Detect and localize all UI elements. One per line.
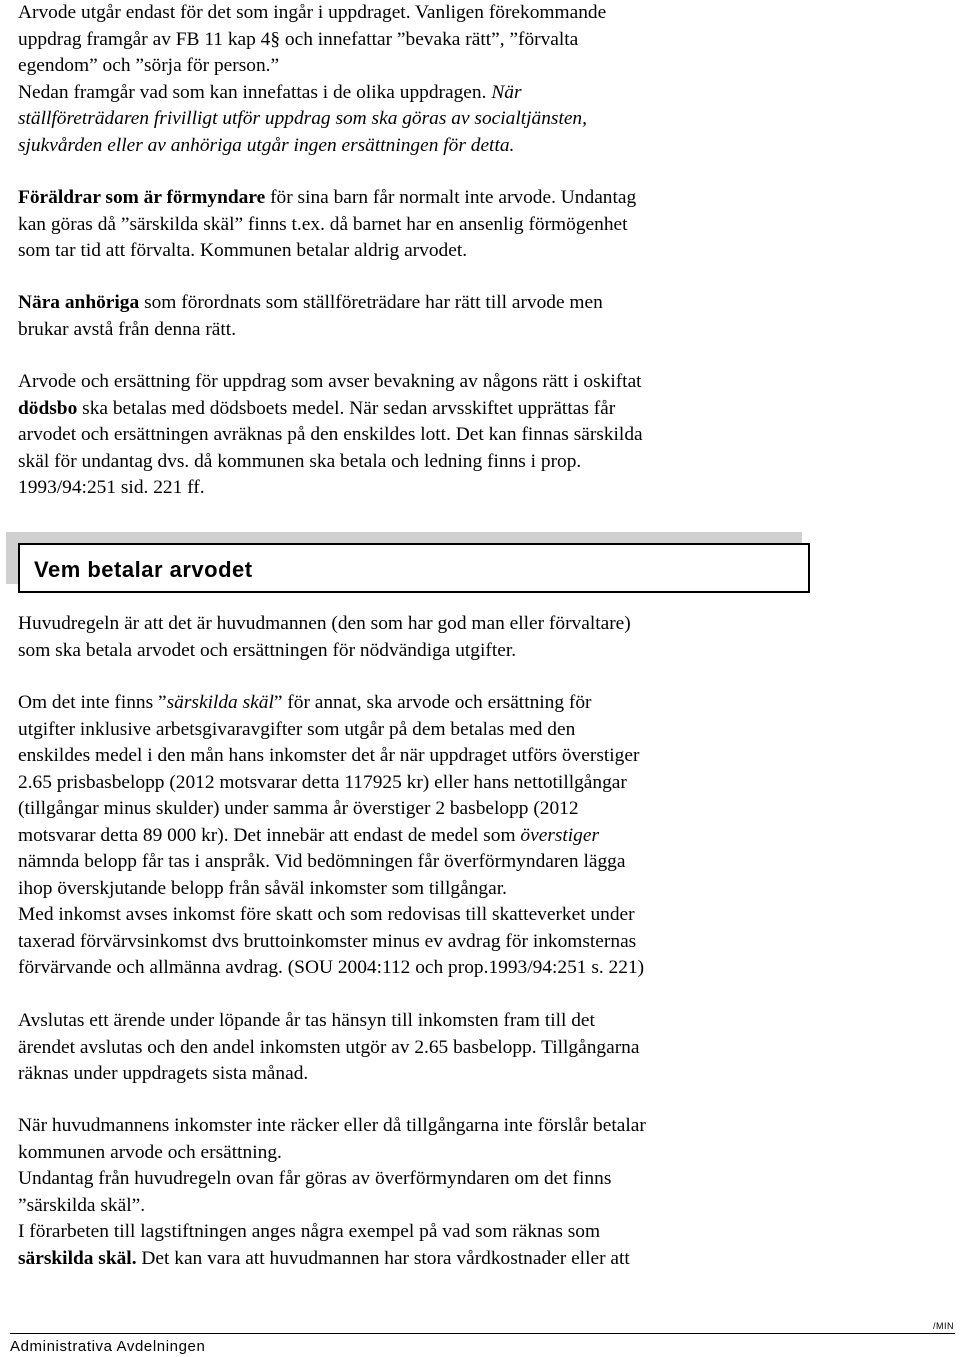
- paragraph-line: brukar avstå från denna rätt.: [18, 318, 237, 340]
- bold-term: särskilda skäl.: [18, 1247, 137, 1269]
- paragraph-line: Med inkomst avses inkomst före skatt och som redovisas till skatteverket under: [18, 904, 635, 925]
- paragraph-line: särskilda skäl. Det kan vara att huvudmannen har stora vårdkostnader eller att: [18, 1247, 630, 1269]
- paragraph-line: utgifter inklusive arbetsgivaravgifter som utgår på dem betalas med den: [18, 718, 576, 740]
- section-heading-box: [18, 543, 810, 593]
- paragraph-line: Arvode utgår endast för det som ingår i uppdraget. Vanligen förekommande: [18, 2, 607, 23]
- section-heading: Vem betalar arvodet: [34, 557, 253, 582]
- footer-department: Administrativa Avdelningen: [10, 1338, 206, 1355]
- paragraph-line: egendom” och ”sörja för person.”: [18, 55, 280, 76]
- paragraph-line-italic: ställföreträdaren frivilligt utför uppdrag som ska göras av socialtjänsten,: [18, 108, 587, 129]
- paragraph-line: ihop överskjutande belopp från såväl inkomster som tillgångar.: [18, 877, 507, 899]
- paragraph-line: kan göras då ”särskilda skäl” finns t.ex. då barnet har en ansenlig förmögenhet: [18, 213, 628, 235]
- paragraph-line: skäl för undantag dvs. då kommunen ska betala och ledning finns i prop.: [18, 450, 582, 472]
- paragraph-line: ärendet avslutas och den andel inkomsten utgör av 2.65 basbelopp. Tillgångarna: [18, 1036, 640, 1058]
- paragraph-line: nämnda belopp får tas i anspråk. Vid bedömningen får överförmyndaren lägga: [18, 851, 626, 872]
- paragraph-line: Om det inte finns ”särskilda skäl” för annat, ska arvode och ersättning för: [18, 692, 592, 713]
- paragraph-line: ”särskilda skäl”.: [18, 1194, 146, 1216]
- paragraph-line: förvärvande och allmänna avdrag. (SOU 2004:112 och prop.1993/94:251 s. 221): [18, 957, 645, 978]
- paragraph-line: 1993/94:251 sid. 221 ff.: [18, 477, 205, 498]
- bold-term: dödsbo: [18, 397, 78, 419]
- paragraph-line: Arvode och ersättning för uppdrag som avser bevakning av någons rätt i oskiftat: [18, 371, 642, 392]
- footer-initials: /MIN: [933, 1321, 954, 1331]
- paragraph-line: 2.65 prisbasbelopp (2012 motsvarar detta 117925 kr) eller hans nettotillgångar: [18, 771, 627, 793]
- paragraph-line: I förarbeten till lagstiftningen anges några exempel på vad som räknas som: [18, 1221, 601, 1242]
- bold-term: Nära anhöriga: [18, 292, 140, 313]
- paragraph-line: Nedan framgår vad som kan innefattas i de olika uppdragen. När: [18, 81, 522, 103]
- paragraph-line-italic: sjukvården eller av anhöriga utgår ingen ersättningen för detta.: [18, 134, 515, 156]
- paragraph-line: räknas under uppdragets sista månad.: [18, 1063, 309, 1084]
- paragraph-line: uppdrag framgår av FB 11 kap 4§ och innefattar ”bevaka rätt”, ”förvalta: [18, 28, 579, 50]
- paragraph-line: (tillgångar minus skulder) under samma år överstiger 2 basbelopp (2012: [18, 798, 579, 819]
- paragraph-line: När huvudmannens inkomster inte räcker eller då tillgångarna inte förslår betalar: [18, 1115, 646, 1136]
- paragraph-line: kommunen arvode och ersättning.: [18, 1141, 282, 1163]
- paragraph-line: Nära anhöriga som förordnats som ställföreträdare har rätt till arvode men: [18, 292, 603, 313]
- paragraph-line: som ska betala arvodet och ersättningen för nödvändiga utgifter.: [18, 639, 517, 661]
- paragraph-line: Avslutas ett ärende under löpande år tas hänsyn till inkomsten fram till det: [18, 1010, 595, 1031]
- paragraph-line: dödsbo ska betalas med dödsboets medel. När sedan arvsskiftet upprättas får: [18, 397, 616, 419]
- footer-divider: [10, 1333, 955, 1334]
- paragraph-line: arvodet och ersättningen avräknas på den enskildes lott. Det kan finnas särskilda: [18, 424, 643, 445]
- paragraph-line: som tar tid att förvalta. Kommunen betalar aldrig arvodet.: [18, 240, 468, 261]
- paragraph-line: Huvudregeln är att det är huvudmannen (den som har god man eller förvaltare): [18, 613, 631, 634]
- paragraph-line: Föräldrar som är förmyndare för sina barn får normalt inte arvode. Undantag: [18, 187, 637, 208]
- paragraph-line: Undantag från huvudregeln ovan får göras av överförmyndaren om det finns: [18, 1168, 612, 1189]
- paragraph-line: motsvarar detta 89 000 kr). Det innebär att endast de medel som överstiger: [18, 824, 600, 846]
- bold-term: Föräldrar som är förmyndare: [18, 187, 266, 208]
- paragraph-line: taxerad förvärvsinkomst dvs bruttoinkomster minus ev avdrag för inkomsternas: [18, 930, 637, 952]
- paragraph-line: enskildes medel i den mån hans inkomster det år när uppdraget utförs överstiger: [18, 745, 640, 766]
